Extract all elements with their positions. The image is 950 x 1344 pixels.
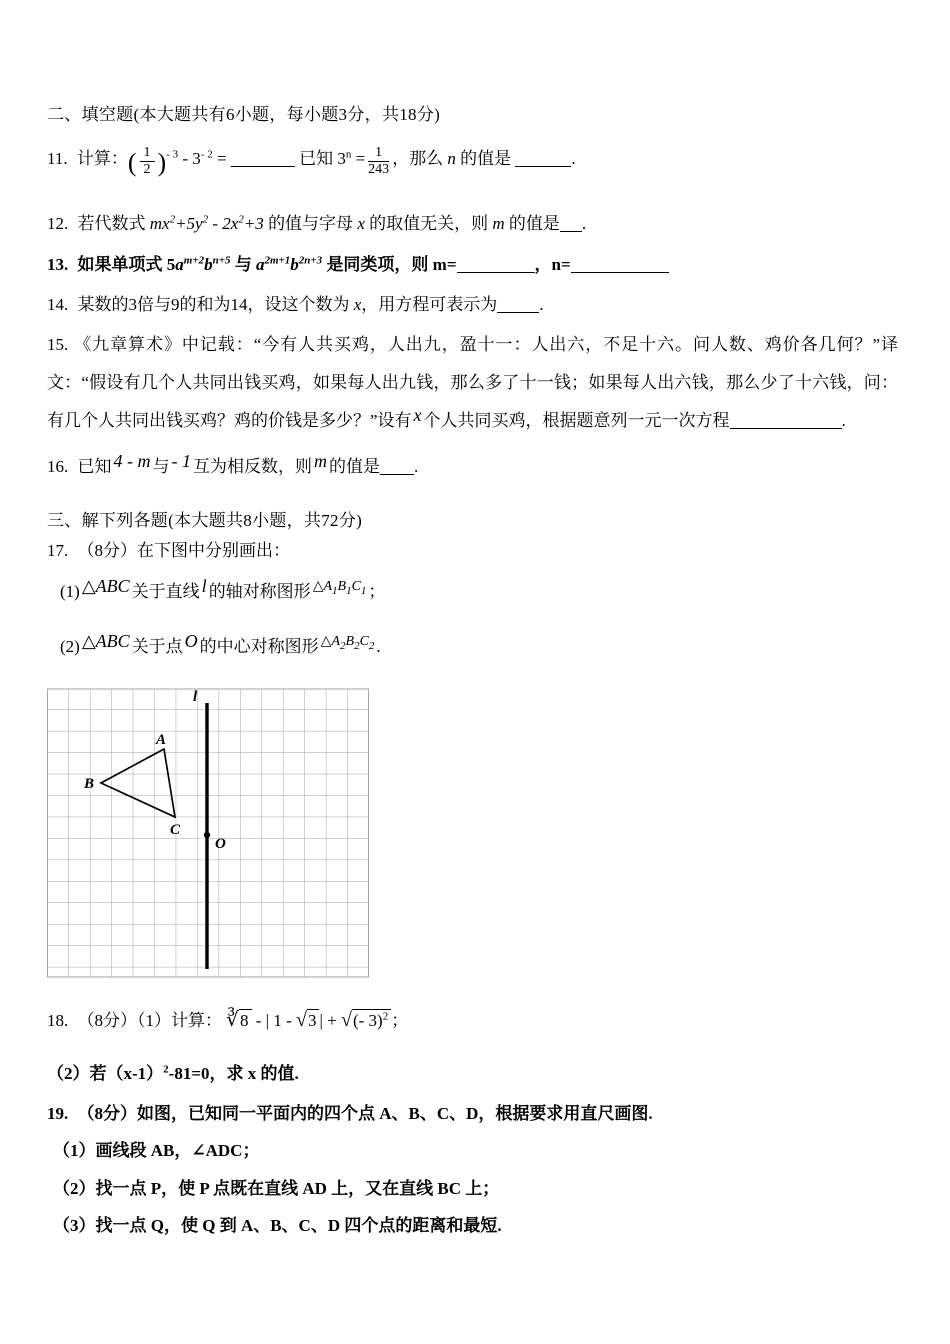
answer-blank <box>380 458 414 475</box>
cube-root-radicand: 8 <box>239 1009 252 1031</box>
q12-var-m: m <box>492 213 505 233</box>
q16-var-m: m <box>314 450 327 471</box>
square-root-sign: √ <box>340 1009 352 1031</box>
q17-item2-end: . <box>376 636 381 656</box>
question-11 <box>47 142 898 184</box>
q11-var-n: n <box>447 149 456 168</box>
cube-root-sign: ∛ <box>226 1009 239 1031</box>
q14-period: . <box>539 294 544 314</box>
answer-blank <box>231 150 295 167</box>
q13-text-3: 是同类项，则 m= <box>326 254 457 274</box>
point-o-dot <box>204 832 210 838</box>
q12-var-x: x <box>357 213 365 233</box>
q15-number: 15. <box>47 335 69 355</box>
question-14 <box>47 291 898 318</box>
q16-text-3: 互为相反数，则 <box>193 456 312 476</box>
q17-item1-label: (1) <box>60 581 80 601</box>
q11-known-label: 已知 <box>299 149 334 168</box>
q14-number: 14. <box>47 294 69 314</box>
q19-text-1: （8分）如图，已知同一平面内的四个点 A、B、C、D，根据要求用直尺画图. <box>77 1104 653 1124</box>
q17-item1-triangle-abc: △ABC <box>81 575 130 596</box>
square-root-of-3 <box>296 1011 319 1030</box>
vertex-a-label: A <box>156 732 167 748</box>
q16-text-1: 已知 <box>77 456 112 476</box>
fraction-denominator: 2 <box>143 162 151 177</box>
q13-text-2: 与 <box>234 254 252 274</box>
q12-number: 12. <box>47 213 69 233</box>
left-paren: ( <box>127 148 137 177</box>
q11-tail: 的值是 <box>460 149 512 168</box>
q12-text-2: 的值与字母 <box>268 213 354 233</box>
question-19 <box>47 1100 898 1127</box>
q11-expression: - $3^{- 2}$ = <box>178 148 231 168</box>
q18-item-2 <box>47 1060 898 1087</box>
fraction-numerator: 1 <box>140 145 155 162</box>
answer-blank <box>560 215 582 232</box>
q18-number: 18. <box>47 1011 69 1030</box>
q17-item2-triangle-a2b2c2: △A2B2C2 <box>320 633 375 652</box>
q12-period: . <box>581 213 587 233</box>
q18-text-1: （8分）（1）计算： <box>77 1011 222 1030</box>
q13-text-4: ，n= <box>534 254 571 274</box>
answer-blank <box>457 256 535 273</box>
q18-end: ； <box>391 1011 409 1030</box>
q13-monomial-2: $a^{2m+1}b^{2n+3}$ <box>255 254 323 274</box>
fraction-one-half <box>140 145 155 177</box>
q17-item1-triangle-a1b1c1: △A1B1C1 <box>312 578 367 597</box>
question-17 <box>47 537 898 564</box>
q12-expression: $mx^2+5y^2 - 2x^2+3$ <box>149 212 264 233</box>
q16-number: 16. <box>47 456 69 476</box>
q16-text-2: 与 <box>152 456 170 476</box>
q19-item-1: （1）画线段 AB，∠ADC； <box>53 1141 260 1161</box>
q16-expression-4-minus-m: 4 - m <box>113 450 151 471</box>
answer-blank <box>497 296 539 313</box>
q16-period: . <box>414 456 419 476</box>
square-root-sign: √ <box>295 1009 307 1031</box>
q15-text-1: 《九章算术》中记载：“今有人共买鸡，人出九，盈十一：人出六，不足十六。问人数、鸡价各几何？”译文：“假设有几个人共同出钱买鸡，如果每人出九钱，那么多了十一钱；如果每人出六钱，那么少了十六钱，问：有几个人共同出钱买鸡？鸡的价钱是多少？”设有 <box>47 335 898 430</box>
q16-expression-minus-1: - 1 <box>171 450 191 471</box>
q17-item1-line-l: l <box>201 575 207 596</box>
q11-number: 11. <box>47 149 68 168</box>
q17-item2-label: (2) <box>60 636 80 656</box>
answer-blank <box>730 412 842 429</box>
q18-line-2: （2）若$(x-1)^2-81=0$，求 x 的值. <box>47 1063 299 1083</box>
question-18 <box>47 1004 898 1036</box>
square-root-of-minus3-squared <box>341 1011 391 1030</box>
q11-lead: 计算： <box>76 149 128 168</box>
q17-item1-end: ； <box>368 581 386 601</box>
q16-text-4: 的值是 <box>329 456 380 476</box>
q17-item2-text-2: 的中心对称图形 <box>199 636 319 656</box>
q13-number: 13. <box>47 254 69 274</box>
q19-number: 19. <box>47 1104 69 1124</box>
line-l-label: l <box>193 689 198 705</box>
section-fill-title: 二、填空题(本大题共有6小题，每小题3分，共18分) <box>47 105 441 124</box>
q18-mid-2: | + <box>319 1011 337 1030</box>
question-16 <box>47 449 898 484</box>
answer-blank <box>571 256 669 273</box>
q17-text-1: （8分）在下图中分别画出： <box>77 540 290 560</box>
fraction-denominator: 243 <box>368 162 390 177</box>
q13-monomial-1: $a^{m+2}b^{n+5}$ <box>175 254 231 274</box>
section-solve-title: 三、解下列各题(本大题共8小题，共72分) <box>47 510 363 530</box>
q17-item-2 <box>47 629 898 664</box>
q14-var-x: x <box>353 294 362 314</box>
q14-text-2: ，用方程可表示为 <box>361 294 498 314</box>
q17-item1-text-2: 的轴对称图形 <box>208 581 311 601</box>
q17-item2-triangle-abc: △ABC <box>81 630 130 651</box>
answer-blank <box>515 150 571 167</box>
q17-item1-text-1: 关于直线 <box>131 581 200 601</box>
q17-number: 17. <box>47 540 69 560</box>
q15-text-2: 个人共同买鸡，根据题意列一元一次方程 <box>423 410 730 430</box>
right-paren: ) <box>157 148 167 177</box>
q19-item-3: （3）找一点 Q，使 Q 到 A、B、C、D 四个点的距离和最短. <box>53 1215 502 1235</box>
q12-text-4: 的值是 <box>508 213 560 233</box>
square-root-radicand: 3 <box>307 1009 320 1031</box>
q18-mid-1: - | 1 - <box>255 1011 292 1030</box>
vertex-b-label: B <box>84 776 95 792</box>
q15-period: . <box>841 410 846 430</box>
q12-text-3: 的取值无关，则 <box>369 213 489 233</box>
question-12 <box>47 210 898 237</box>
q15-var-x: x <box>413 404 422 425</box>
q17-item2-point-o: O <box>184 630 198 651</box>
vertex-c-label: C <box>170 822 181 838</box>
question-15 <box>47 326 898 440</box>
q11-fraction-power <box>127 145 179 177</box>
q13-text-1: 如果单项式 5 <box>77 254 176 274</box>
q17-item2-text-1: 关于点 <box>131 636 183 656</box>
cube-root-of-8 <box>226 1011 251 1030</box>
q17-grid-figure <box>47 688 369 978</box>
q12-text-1: 若代数式 <box>77 213 146 233</box>
q14-text-1: 某数的3倍与9的和为14，设这个数为 <box>77 294 350 314</box>
fraction-numerator: 1 <box>368 145 389 162</box>
square-root-radicand: (- 3)$^2$ <box>352 1009 391 1031</box>
q11-after: ，那么 <box>392 149 444 168</box>
q18-expression <box>226 1011 408 1030</box>
fraction-1-243 <box>368 145 389 177</box>
q11-period: . <box>571 149 576 168</box>
exponent-minus-3: - 3 <box>166 148 179 161</box>
q19-item-2: （2）找一点 P，使 P 点既在直线 AD 上，又在直线 BC 上； <box>53 1178 500 1198</box>
point-o-label: O <box>215 836 226 852</box>
q17-item-1 <box>47 574 898 609</box>
question-13 <box>47 251 898 278</box>
q11-power-3n: $3^n$ = <box>337 148 366 168</box>
